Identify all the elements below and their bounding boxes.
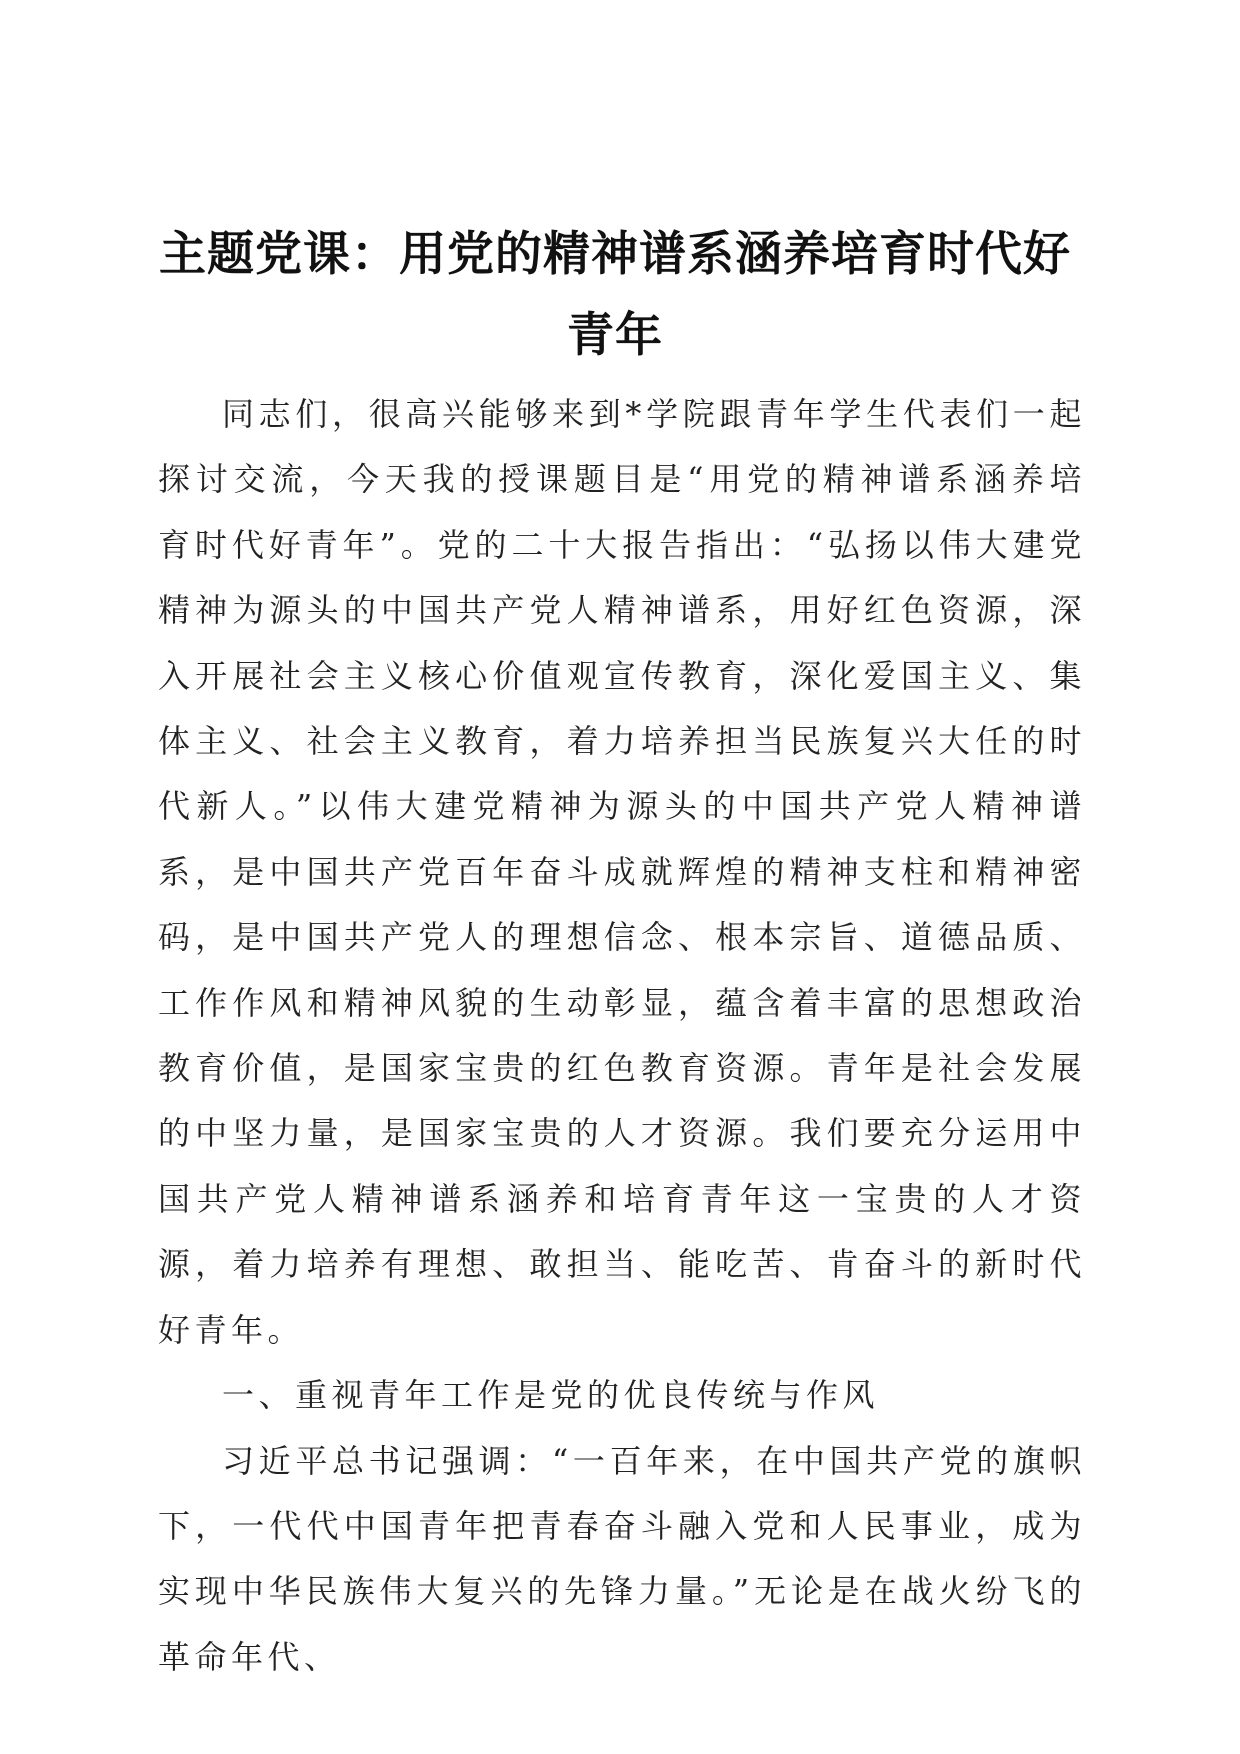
paragraph-intro: 同志们，很高兴能够来到*学院跟青年学生代表们一起探讨交流，今天我的授课题目是“用党的精神谱系涵养培育时代好青年”。党的二十大报告指出：“弘扬以伟大建党精神为源头的中国共产党人精神谱系，用好红色资源，深入开展社会主义核心价值观宣传教育，深化爱国主义、集体主义、社会主义教育，着力培养担当民族复兴大任的时代新人。”以伟大建党精神为源头的中国共产党人精神谱系，是中国共产党百年奋斗成就辉煌的精神支柱和精神密码，是中国共产党人的理想信念、根本宗旨、道德品质、工作作风和精神风貌的生动彰显，蕴含着丰富的思想政治教育价值，是国家宝贵的红色教育资源。青年是社会发展的中坚力量，是国家宝贵的人才资源。我们要充分运用中国共产党人精神谱系涵养和培育青年这一宝贵的人才资源，着力培养有理想、敢担当、能吃苦、肯奋斗的新时代好青年。 <box>158 395 1086 1349</box>
document-body <box>158 382 1086 1690</box>
paragraph-section-1: 习近平总书记强调：“一百年来，在中国共产党的旗帜下，一代代中国青年把青春奋斗融入党和人民事业，成为实现中华民族伟大复兴的先锋力量。”无论是在战火纷飞的革命年代、 <box>158 1441 1086 1676</box>
section-heading-1: 一、重视青年工作是党的优良传统与作风 <box>222 1376 880 1415</box>
document-title: 主题党课：用党的精神谱系涵养培育时代好青年 <box>159 227 1071 363</box>
